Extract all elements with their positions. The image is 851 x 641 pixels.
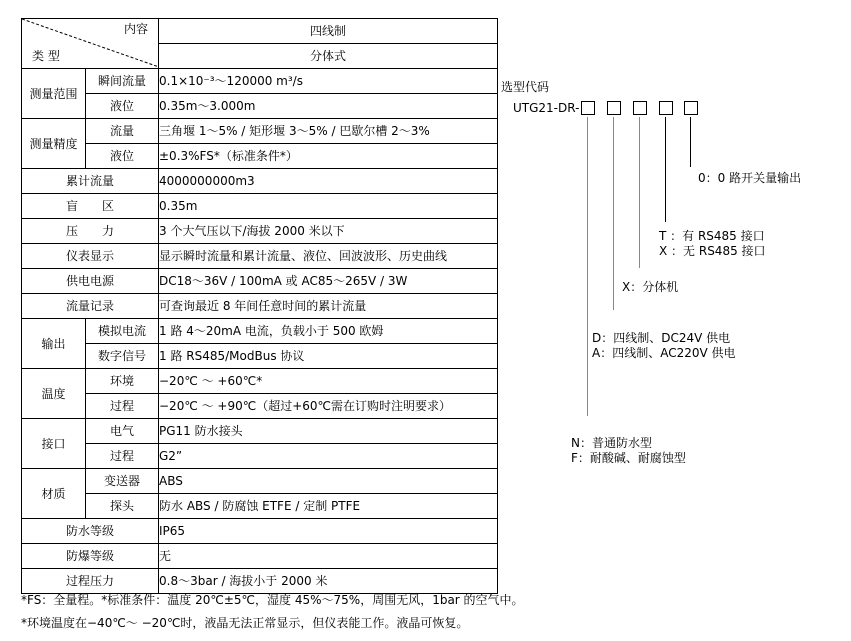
record-value: 可查询最近 8 年间任意时间的累计流量 <box>159 294 498 319</box>
option-normal-waterproof: N：普通防水型 <box>571 436 652 450</box>
material-transmitter-value: ABS <box>159 469 498 494</box>
model-code-box-1 <box>581 101 595 115</box>
option-ac220v: A：四线制、AC220V 供电 <box>592 346 736 360</box>
table-row <box>22 519 498 544</box>
pressure-label: 压 力 <box>22 219 159 244</box>
table-row <box>22 294 498 319</box>
table-row <box>22 219 498 244</box>
table-row <box>22 319 498 344</box>
table-row <box>22 169 498 194</box>
material-probe-value: 防水 ABS / 防腐蚀 ETFE / 定制 PTFE <box>159 494 498 519</box>
accuracy-level-value: ±0.3%FS*（标准条件*） <box>159 144 498 169</box>
material-probe-label: 探头 <box>86 494 159 519</box>
output-digital-value: 1 路 RS485/ModBus 协议 <box>159 344 498 369</box>
selector-line-5 <box>690 117 691 167</box>
corner-label-type: 类 型 <box>32 49 60 63</box>
table-row <box>22 94 498 119</box>
model-code-box-3 <box>633 101 647 115</box>
accuracy-level-label: 液位 <box>86 144 159 169</box>
selector-line-4 <box>665 117 666 222</box>
table-row <box>22 494 498 519</box>
selector-line-1 <box>587 117 588 416</box>
selector-line-3 <box>639 117 640 268</box>
table-row <box>22 469 498 494</box>
selection-code-title: 选型代码 <box>501 80 550 94</box>
option-split-type: X：分体机 <box>622 280 679 294</box>
power-label: 供电电源 <box>22 269 159 294</box>
range-level-label: 液位 <box>86 94 159 119</box>
range-level-value: 0.35m～3.000m <box>159 94 498 119</box>
temperature-process-label: 过程 <box>86 394 159 419</box>
table-row <box>22 244 498 269</box>
table-row <box>22 194 498 219</box>
table-row <box>22 144 498 169</box>
option-switch-output: 0：0 路开关量输出 <box>698 171 802 185</box>
blind-zone-label: 盲 区 <box>22 194 159 219</box>
table-row <box>22 369 498 394</box>
output-digital-label: 数字信号 <box>86 344 159 369</box>
range-instant-value: 0.1×10⁻³～120000 m³/s <box>159 69 498 94</box>
type-split-cell: 分体式 <box>159 44 498 69</box>
table-row <box>22 19 498 44</box>
output-analog-value: 1 路 4～20mA 电流，负载小于 500 欧姆 <box>159 319 498 344</box>
accuracy-flow-label: 流量 <box>86 119 159 144</box>
table-row <box>22 344 498 369</box>
process-pressure-label: 过程压力 <box>22 569 159 594</box>
power-value: DC18～36V / 100mA 或 AC85～265V / 3W <box>159 269 498 294</box>
interface-process-value: G2” <box>159 444 498 469</box>
waterproof-rating-label: 防水等级 <box>22 519 159 544</box>
output-analog-label: 模拟电流 <box>86 319 159 344</box>
interface-process-label: 过程 <box>86 444 159 469</box>
explosion-rating-value: 无 <box>159 544 498 569</box>
footnote-lcd-temperature: *环境温度在−40℃～ −20℃时，液晶无法正常显示，但仪表能工作。液晶可恢复。 <box>21 616 469 630</box>
option-acid-resistant: F：耐酸碱、耐腐蚀型 <box>571 451 686 465</box>
spec-table <box>21 18 498 594</box>
range-group-label: 测量范围 <box>22 69 86 119</box>
material-group-label: 材质 <box>22 469 86 519</box>
process-pressure-value: 0.8～3bar / 海拔小于 2000 米 <box>159 569 498 594</box>
blind-zone-value: 0.35m <box>159 194 498 219</box>
record-label: 流量记录 <box>22 294 159 319</box>
pressure-value: 3 个大气压以下/海拔 2000 米以下 <box>159 219 498 244</box>
option-rs485-yes: T ：有 RS485 接口 <box>659 229 765 243</box>
table-row <box>22 269 498 294</box>
option-dc24v: D：四线制、DC24V 供电 <box>592 331 731 345</box>
display-value: 显示瞬时流量和累计流量、液位、回波波形、历史曲线 <box>159 244 498 269</box>
temperature-group-label: 温度 <box>22 369 86 419</box>
temperature-process-value: −20℃ ～ +90℃（超过+60℃需在订购时注明要求） <box>159 394 498 419</box>
corner-label-content: 内容 <box>123 22 148 36</box>
table-row <box>22 419 498 444</box>
selector-line-2 <box>613 117 614 310</box>
table-row <box>22 394 498 419</box>
interface-electrical-label: 电气 <box>86 419 159 444</box>
range-instant-label: 瞬间流量 <box>86 69 159 94</box>
total-flow-label: 累计流量 <box>22 169 159 194</box>
accuracy-group-label: 测量精度 <box>22 119 86 169</box>
footnote-standard-conditions: *FS：全量程。*标准条件：温度 20℃±5℃，湿度 45%～75%，周围无风，1bar 的空气中。 <box>21 593 524 607</box>
total-flow-value: 4000000000m3 <box>159 169 498 194</box>
model-code-box-4 <box>659 101 673 115</box>
table-row <box>22 119 498 144</box>
output-group-label: 输出 <box>22 319 86 369</box>
temperature-ambient-label: 环境 <box>86 369 159 394</box>
interface-electrical-value: PG11 防水接头 <box>159 419 498 444</box>
model-prefix: UTG21-DR- <box>513 101 580 115</box>
display-label: 仪表显示 <box>22 244 159 269</box>
temperature-ambient-value: −20℃ ～ +60℃* <box>159 369 498 394</box>
table-row <box>22 544 498 569</box>
corner-header-cell <box>22 19 159 69</box>
table-row <box>22 444 498 469</box>
waterproof-rating-value: IP65 <box>159 519 498 544</box>
model-code-box-2 <box>607 101 621 115</box>
table-row <box>22 69 498 94</box>
option-rs485-no: X ：无 RS485 接口 <box>659 244 766 258</box>
material-transmitter-label: 变送器 <box>86 469 159 494</box>
model-code-box-5 <box>684 101 698 115</box>
interface-group-label: 接口 <box>22 419 86 469</box>
table-row <box>22 569 498 594</box>
explosion-rating-label: 防爆等级 <box>22 544 159 569</box>
type-four-wire-cell: 四线制 <box>159 19 498 44</box>
accuracy-flow-value: 三角堰 1～5% / 矩形堰 3～5% / 巴歇尔槽 2～3% <box>159 119 498 144</box>
